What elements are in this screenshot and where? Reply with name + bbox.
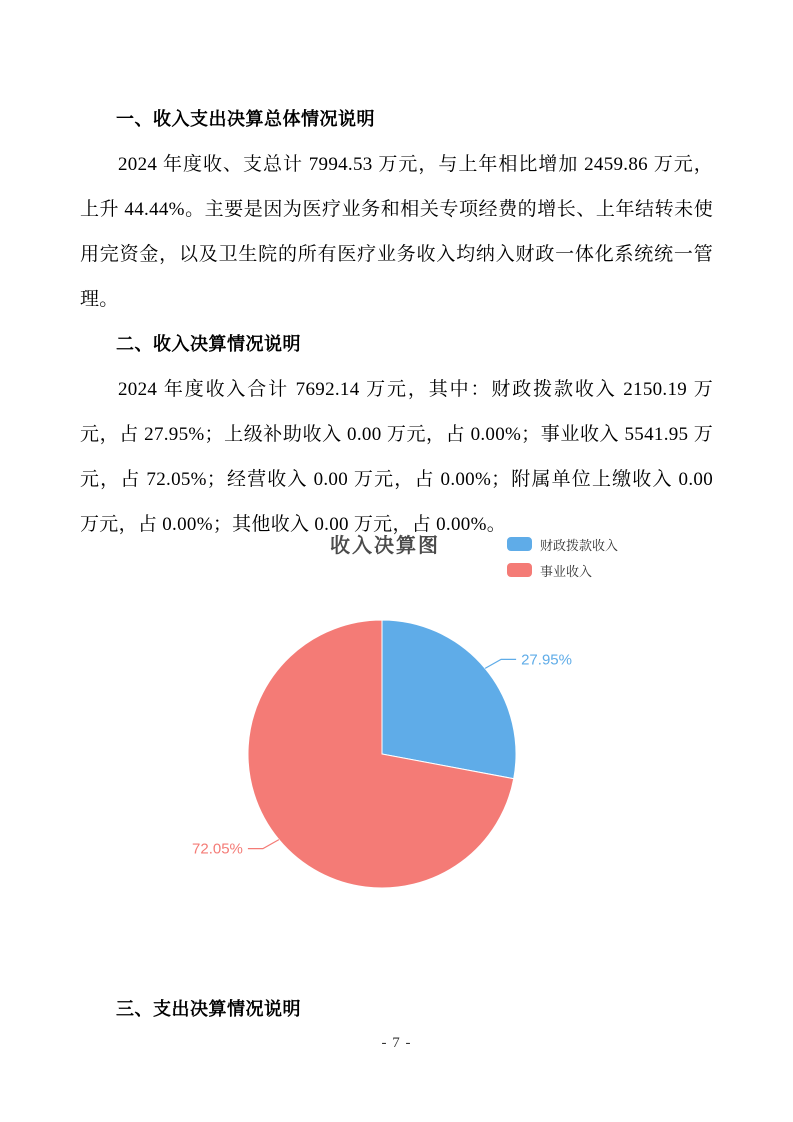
pie-slice-label-0: 27.95% — [521, 651, 572, 669]
legend-swatch-0 — [507, 537, 532, 551]
pie-chart-svg — [190, 614, 580, 894]
page-number: - 7 - — [381, 1035, 412, 1051]
section-2-heading: 二、收入决算情况说明 — [116, 334, 301, 354]
section-3-heading: 三、支出决算情况说明 — [116, 999, 301, 1019]
legend-label-1: 事业收入 — [540, 563, 593, 579]
section-2-paragraph: 2024 年度收入合计 7692.14 万元，其中：财政拨款收入 2150.19 万元，占 27.95%；上级补助收入 0.00 万元，占 0.00%；事业收入 5541.95 万元，占 72.05%；经营收入 0.00 万元，占 0.00%；附属单位上缴收入 0.00 万元，占 0.00%；其他收入 0.00 万元，占 0.00%。 — [80, 379, 713, 535]
chart-legend — [507, 531, 618, 583]
legend-label-0: 财政拨款收入 — [540, 537, 619, 553]
page-content — [80, 97, 713, 1032]
section-1-heading: 一、收入支出决算总体情况说明 — [116, 109, 375, 129]
legend-swatch-1 — [507, 563, 532, 577]
income-pie-chart-section — [80, 535, 713, 987]
pie-callout-line-0 — [485, 659, 516, 668]
legend-item-0 — [507, 531, 618, 557]
legend-item-1 — [507, 557, 618, 583]
chart-title: 收入决算图 — [330, 535, 440, 557]
pie-slice-label-1: 72.05% — [192, 840, 243, 858]
pie-callout-line-1 — [248, 840, 279, 849]
section-1-paragraph: 2024 年度收、支总计 7994.53 万元，与上年相比增加 2459.86 万元，上升 44.44%。主要是因为医疗业务和相关专项经费的增长、上年结转未使用完资金，以及卫生院的所有医疗业务收入均纳入财政一体化系统统一管理。 — [80, 154, 713, 310]
pie-slice-0 — [382, 620, 516, 779]
